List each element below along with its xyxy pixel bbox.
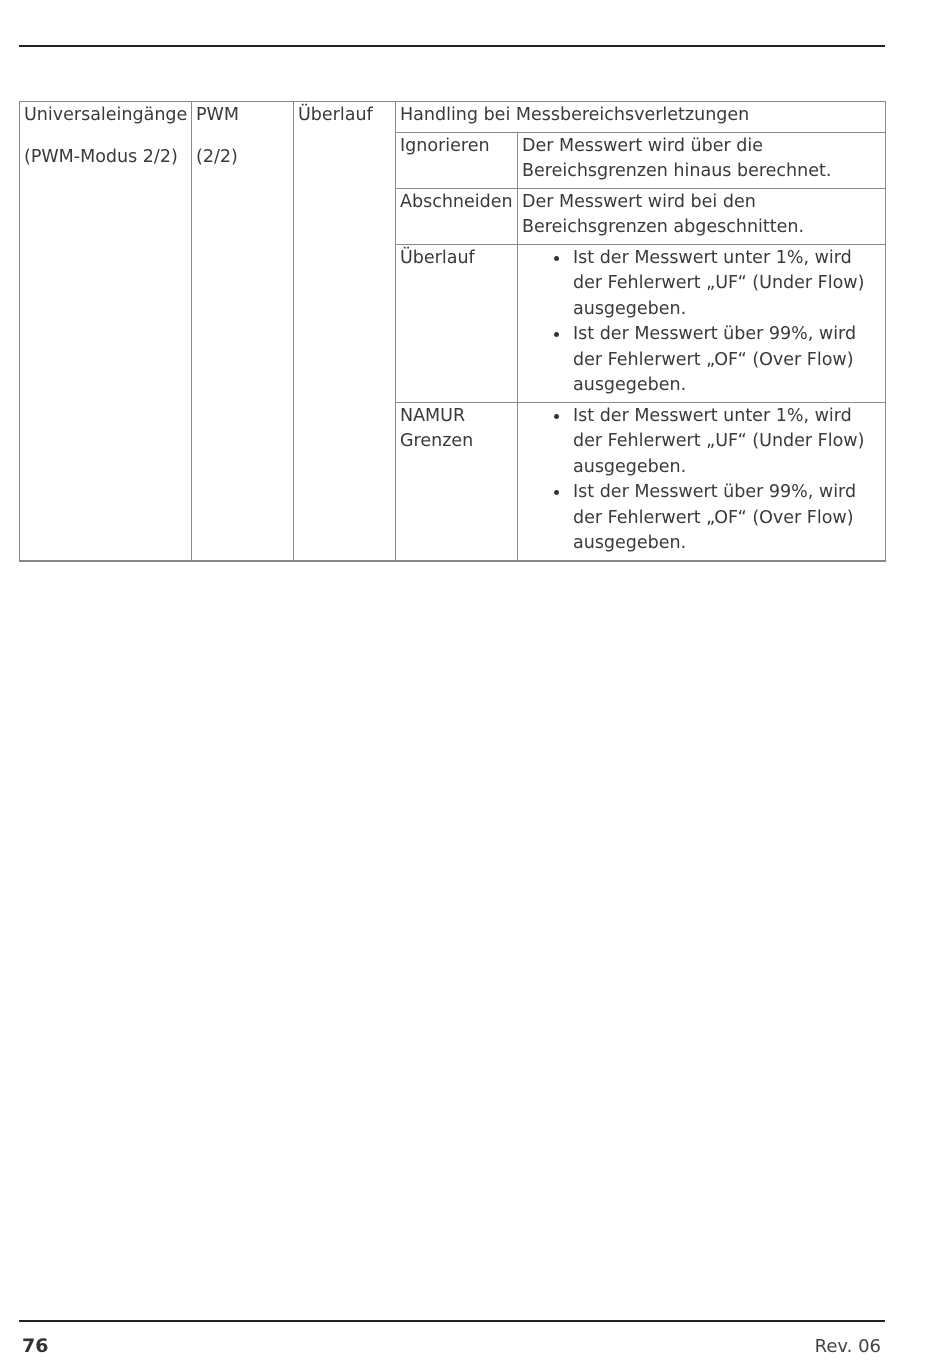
option-label: Ignorieren	[400, 135, 490, 156]
input-type-cell	[20, 102, 192, 561]
bullet-list	[522, 404, 881, 557]
page-number: 76	[22, 1335, 49, 1357]
parameter-label: Überlauf	[298, 105, 373, 125]
option-description-cell	[518, 132, 886, 188]
bullet-item: Ist der Messwert über 99%, wird der Fehlerwert „OF“ (Over Flow) ausgegeben.	[573, 480, 881, 557]
option-description: Der Messwert wird über die Bereichsgrenzen hinaus berechnet.	[522, 135, 832, 181]
bullet-item: Ist der Messwert unter 1%, wird der Fehlerwert „UF“ (Under Flow) ausgegeben.	[573, 404, 881, 481]
option-description-cell	[518, 244, 886, 402]
bullet-item: Ist der Messwert über 99%, wird der Fehlerwert „OF“ (Over Flow) ausgegeben.	[573, 322, 881, 399]
header-rule	[19, 45, 885, 47]
parameter-cell	[294, 102, 396, 561]
revision-label: Rev. 06	[814, 1336, 881, 1357]
bullet-list	[522, 246, 881, 399]
option-label-cell	[396, 188, 518, 244]
option-label-cell	[396, 244, 518, 402]
table-row	[20, 102, 886, 133]
input-type-label: Universaleingänge	[24, 105, 188, 125]
option-label-cell	[396, 132, 518, 188]
footer-rule	[19, 1320, 885, 1322]
handling-header-cell	[396, 102, 886, 133]
signal-mode-label: (2/2)	[196, 146, 238, 167]
handling-header: Handling bei Messbereichsverletzungen	[400, 105, 750, 125]
option-label: Überlauf	[400, 247, 475, 268]
option-description: Der Messwert wird bei den Bereichsgrenzen abgeschnitten.	[522, 191, 805, 237]
option-label: NAMUR Grenzen	[400, 405, 474, 451]
option-description-cell	[518, 402, 886, 561]
signal-type-label: PWM	[196, 105, 239, 125]
option-label-cell	[396, 402, 518, 561]
option-label: Abschneiden	[400, 191, 513, 212]
option-description-cell	[518, 188, 886, 244]
input-mode-label: (PWM-Modus 2/2)	[24, 146, 178, 167]
bullet-item: Ist der Messwert unter 1%, wird der Fehlerwert „UF“ (Under Flow) ausgegeben.	[573, 246, 881, 323]
signal-type-cell	[192, 102, 294, 561]
overflow-handling-table	[19, 101, 886, 562]
